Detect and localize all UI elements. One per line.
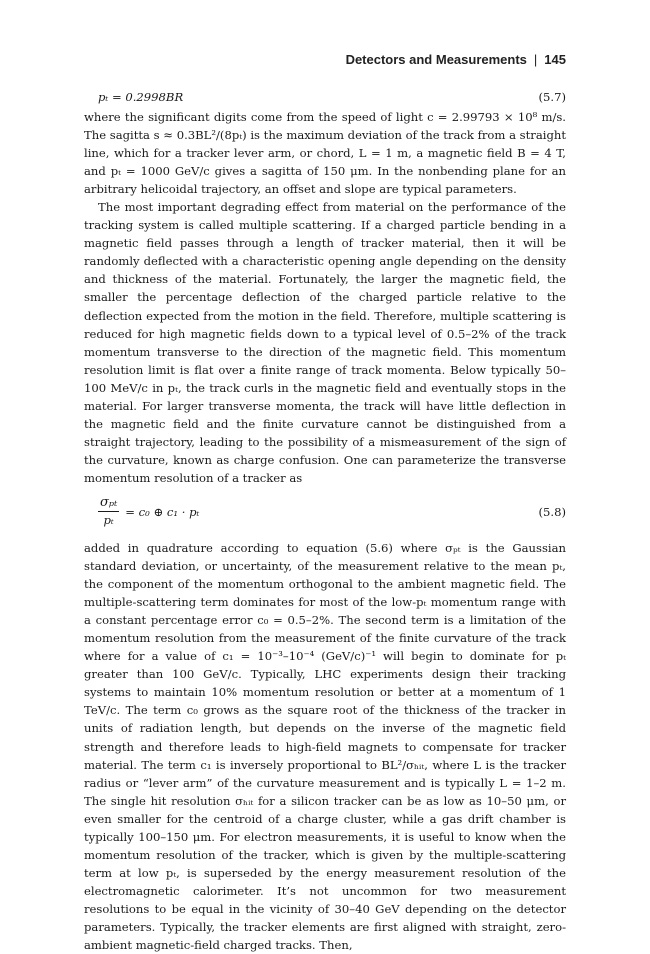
paragraph-multiple-scattering: The most important degrading effect from material on the performance of the tracking system is called multiple scattering. If a charged particle bending in a magnetic field passes through a length of tracker material, then it will be randomly deflected with a characteristic opening angle depending on the density and thickness of the material. Fortunately, the larger the magnetic field, the smaller the percentage deflection of the charged particle relative to the deflection expected from the motion in the field. Therefore, multiple scattering is reduced for high magnetic fields down to a typical level of 0.5–2% of the track momentum transverse to the direction of the magnetic field. This momentum resolution limit is flat over a finite range of track momenta. Below typically 50–100 MeV/c in pₜ, the track curls in the magnetic field and eventually stops in the material. For larger transverse momenta, the track will have little deflection in the magnetic field and the finite curvature cannot be distinguished from a straight trajectory, leading to the possibility of a mismeasurement of the sign of the curvature, known as charge confusion. One can parameterize the transverse momentum resolution of a tracker as xyxy=(84,200,566,485)
paragraph-quadrature: added in quadrature according to equation (5.6) where σₚₜ is the Gaussian standard deviation, or uncertainty, of the measurement relative to the mean pₜ, the component of the momentum orthogonal to the ambient magnetic field. The multiple-scattering term dominates for most of the low-pₜ momentum range with a constant percentage error c₀ = 0.5–2%. The second term is a limitation of the momentum resolution from the measurement of the finite curvature of the track where for a value of c₁ = 10⁻³–10⁻⁴ (GeV/c)⁻¹ will begin to dominate for pₜ greater than 100 GeV/c. Typically, LHC experiments design their tracking systems to maintain 10% momentum resolution or better at a momentum of 1 TeV/c. The term c₀ grows as the square root of the thickness of the tracker in units of radiation length, but depends on the inverse of the magnetic field strength and therefore leads to high-field magnets to compensate for tracker material. The term c₁ is inversely proportional to BL²/σₕᵢₜ, where L is the tracker radius or “lever arm” of the curvature measurement and is typically L = 1–2 m. The single hit resolution σₕᵢₜ for a silicon tracker can be as low as 10–50 μm, or even smaller for the centroid of a charge cluster, while a gas drift chamber is typically 100–150 μm. For electron measurements, it is useful to know when the momentum resolution of the tracker, which is given by the multiple-scattering term at low pₜ, is superseded by the energy measurement resolution of the electromagnetic calorimeter. It’s not uncommon for two measurement resolutions to be equal in the vicinity of 30–40 GeV depending on the detector parameters. Typically, the tracker elements are first aligned with straight, zero-ambient magnetic-field charged tracks. Then, xyxy=(84,540,566,953)
running-title: Detectors and Measurements xyxy=(345,52,527,67)
equation-5-8 xyxy=(84,491,566,533)
equation-5-7 xyxy=(84,86,566,108)
header-separator: | xyxy=(533,52,538,67)
fraction-numerator: σₚₜ xyxy=(100,495,118,511)
equation-number: (5.7) xyxy=(538,89,566,104)
equation-rhs: = c₀ ⊕ c₁ · pₜ xyxy=(125,504,200,519)
equation-formula: pₜ = 0.2998BR xyxy=(98,89,184,104)
equation-number: (5.8) xyxy=(538,504,566,519)
equation-expression xyxy=(84,495,199,528)
fraction xyxy=(98,495,119,528)
body-text xyxy=(84,86,566,954)
running-head xyxy=(346,52,566,67)
paragraph-sagitta: where the significant digits come from the speed of light c = 2.99793 × 10⁸ m/s. The sagitta s ≈ 0.3BL²/(8pₜ) is the maximum deviation of the track from a straight line, which for a tracker lever arm, or chord, L = 1 m, a magnetic field B = 4 T, and pₜ = 1000 GeV/c gives a sagitta of 150 μm. In the nonbending plane for an arbitrary helicoidal trajectory, an offset and slope are typical parameters. xyxy=(84,110,566,197)
fraction-denominator: pₜ xyxy=(103,513,114,528)
page-number: 145 xyxy=(544,52,566,67)
